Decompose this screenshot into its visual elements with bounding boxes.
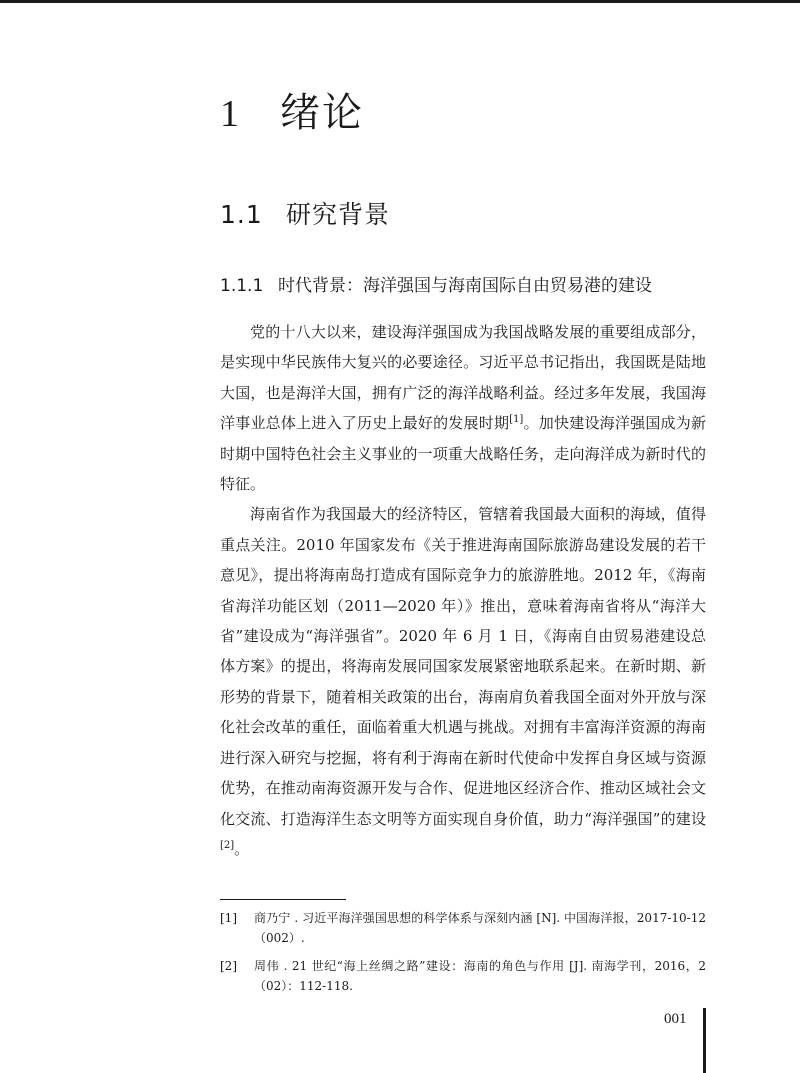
- body-text: [220, 317, 706, 864]
- chapter-title: 绪论: [280, 90, 364, 136]
- footnote-2-mark: [2]: [220, 959, 237, 973]
- section-number: 1.1: [220, 200, 263, 229]
- footnote-1-text: 商乃宁 . 习近平海洋强国思想的科学体系与深刻内涵 [N]. 中国海洋报，2017-10-12（002）.: [254, 911, 706, 945]
- subsection-number: 1.1.1: [220, 276, 264, 296]
- footnote-2-text: 周伟 . 21 世纪“海上丝绸之路”建设：海南的角色与作用 [J]. 南海学刊，2016，2（02）：112-118.: [254, 959, 706, 993]
- page-edge-bar: [703, 1008, 706, 1073]
- footnote-1-mark: [1]: [220, 911, 237, 925]
- paragraph-2-text: 海南省作为我国最大的经济特区，管辖着我国最大面积的海域，值得重点关注。2010 年国家发布《关于推进海南国际旅游岛建设发展的若干意见》，提出将海南岛打造成有国际竞争力的旅游胜地。2012 年，《海南省海洋功能区划（2011—2020 年）》推出，意味着海南省将从“海洋大省”建设成为“海洋强省”。2020 年 6 月 1 日，《海南自由贸易港建设总体方案》的提出，将海南发展同国家发展紧密地联系起来。在新时期、新形势的背景下，随着相关政策的出台，海南肩负着我国全面对外开放与深化社会改革的重任，面临着重大机遇与挑战。对拥有丰富海洋资源的海南进行深入研究与挖掘，将有利于海南在新时代使命中发挥自身区域与资源优势，在推动南海资源开发与合作、促进地区经济合作、推动区域社会文化交流、打造海洋生态文明等方面实现自身价值，助力“海洋强国”的建设: [220, 505, 706, 828]
- paragraph-2: [220, 499, 706, 864]
- top-rule: [0, 0, 800, 3]
- subsection-heading: [220, 273, 652, 299]
- paragraph-1: [220, 317, 706, 499]
- chapter-number: 1: [220, 93, 241, 135]
- paragraph-1-text-end: 。加快建设海洋强国成为新时期中国特色社会主义事业的一项重大战略任务，走向海洋成为新时代的特征。: [220, 414, 706, 494]
- paragraph-2-text-end: 。: [234, 839, 250, 858]
- subsection-title: 时代背景：海洋强国与海南国际自由贸易港的建设: [278, 276, 652, 296]
- page-number: 001: [664, 1011, 687, 1027]
- citation-ref-1[interactable]: [1]: [509, 414, 524, 426]
- section-heading: [220, 198, 390, 232]
- citation-ref-2[interactable]: [2]: [220, 839, 235, 851]
- paragraph-1-text: 党的十八大以来，建设海洋强国成为我国战略发展的重要组成部分，是实现中华民族伟大复兴的必要途径。习近平总书记指出，我国既是陆地大国，也是海洋大国，拥有广泛的海洋战略利益。经过多年发展，我国海洋事业总体上进入了历史上最好的发展时期: [220, 323, 706, 433]
- footnote-divider: [220, 899, 346, 900]
- section-title: 研究背景: [286, 200, 391, 229]
- footnotes: [220, 908, 706, 1004]
- chapter-heading: [220, 88, 364, 139]
- footnote-2: [220, 956, 706, 996]
- footnote-1: [220, 908, 706, 948]
